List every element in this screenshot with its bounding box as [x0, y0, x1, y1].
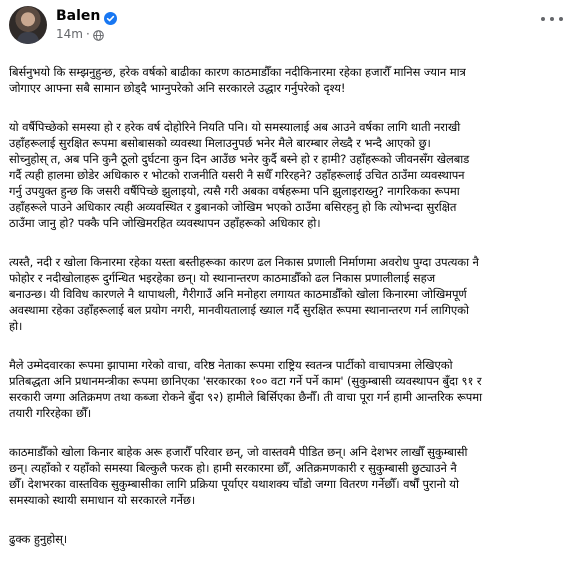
- post-paragraph: मैले उम्मेदवारका रूपमा झापामा गरेको वाचा, वरिष्ठ नेताका रूपमा राष्ट्रिय स्वतन्त्र पार्टीको वाचापत्रमा लेखिएको प्रतिबद्धता अनि प्रधानमन्त्रीका रूपमा छानिएका 'सरकारका १०० वटा गर्ने पर्ने काम' (सुकुम्बासी व्यवस्थापन बुँदा ९१ र सरकारी जग्गा अतिक्रमण तथा कब्जा रोकने बुँदा ९२) हामीले बिर्सिएका छैनौँ। ती वाचा पूरा गर्न हामी आन्तरिक रूपमा तयारी गरिरहेका छौँ।: [9, 358, 482, 420]
- author-row: [56, 8, 117, 25]
- dot: [541, 17, 545, 21]
- post-paragraph: ढुक्क हुनुहोस्।: [9, 532, 68, 546]
- dot: [550, 17, 554, 21]
- post-paragraph: त्यस्तै, नदी र खोला किनारमा रहेका यस्ता बस्तीहरूका कारण ढल निकास प्रणाली निर्माणमा अवरोध पुग्दा उपत्यका नै फोहोर र नदीखोलाहरू दुर्गन्धित भइरहेका छन्। यो स्थानान्तरण काठमाडौँको ढल निकास प्रणालीलाई सहज बनाउन्छ। यी विविध कारणले नै थापाथली, गैरीगाउँ अनि मनोहरा लगायत काठमाडौँको खोला किनारमा जोखिमपूर्ण अवस्थामा रहेका उहाँहरूलाई बल प्रयोग नगरी, मानवीयतालाई ख्याल गर्दै सुरक्षित रूपमा स्थानान्तरण गर्न लागिएको हो।: [9, 255, 479, 333]
- globe-icon[interactable]: [93, 29, 104, 40]
- timestamp[interactable]: 14m: [56, 27, 83, 41]
- post-header: [9, 6, 117, 44]
- post-paragraph: बिर्सनुभयो कि सम्झनुहुन्छ, हरेक वर्षको बाढीका कारण काठमाडौँका नदीकिनारमा रहेका हजारौँ मानिस ज्यान मात्र जोगाएर आफ्ना सबै सामान छोड्दै भाग्नुपरेको अनि सरकारले उद्धार गर्नुपरेको दृश्य!: [9, 65, 466, 95]
- timestamp-row: [56, 26, 117, 42]
- separator-dot: ·: [85, 27, 90, 41]
- post-paragraph: यो वर्षैपिच्छेको समस्या हो र हरेक वर्ष दोहोरिने नियति पनि। यो समस्यालाई अब आउने वर्षका लागि थाती नराखी उहाँहरूलाई सुरक्षित रूपमा बसोबासको व्यवस्था मिलाउनुपर्छ भनेर मैले बारम्बार लेख्दै र भन्दै आएको छु। सोच्नुहोस् त, अब पनि कुनै ठूलो दुर्घटना कुन दिन आउँछ भनेर कुर्दै बस्ने हो र हामी? उहाँहरूको जीवनसँग खेलबाड गर्दै त्यही हालमा छोडेर अधिकारु र भोटको राजनीति यसरी नै सधैँ गरिरहने? उहाँहरूलाई उचित ठाउँमा व्यवस्थापन गर्नु उपयुक्त हुन्छ कि जसरी वर्षैपिच्छे झुलाइयो, त्यसै गरी अबका वर्षहरूमा पनि झुलाइराख्नु? नागरिकका रूपमा उहाँहरूले पाउने अधिकार त्यही अव्यवस्थित र डुबानको जोखिम भएको ठाउँमा बसिरहनु हो कि त्योभन्दा सुरक्षित ठाउँमा जानु हो? पक्कै पनि जोखिमरहित व्यवस्थापन उहाँहरूको अधिकार हो।: [9, 120, 470, 230]
- verified-badge-icon: [104, 10, 117, 23]
- dot: [559, 17, 563, 21]
- post-body: [9, 48, 577, 570]
- author-name[interactable]: Balen: [56, 8, 101, 24]
- more-options-icon[interactable]: [541, 12, 563, 26]
- avatar[interactable]: [9, 6, 47, 44]
- post-paragraph: काठमाडौँको खोला किनार बाहेक अरू हजारौँ परिवार छन्, जो वास्तवमै पीडित छन्। अनि देशभर लाखौँ सुकुम्बासी छन्। त्यहाँको र यहाँको समस्या बिल्कुलै फरक हो। हामी सरकारमा छौँ, अतिक्रमणकारी र सुकुम्बासी छुट्याउने नै छौँ। देशभरका वास्तविक सुकुम्बासीका लागि प्रक्रिया पूर्याएर यथाशक्य चाँडो जग्गा वितरण गर्नेछौँ। वर्षौं पुरानो यो समस्याको स्थायी समाधान यो सरकारले गर्नेछ।: [9, 445, 468, 507]
- post-meta: [56, 8, 117, 42]
